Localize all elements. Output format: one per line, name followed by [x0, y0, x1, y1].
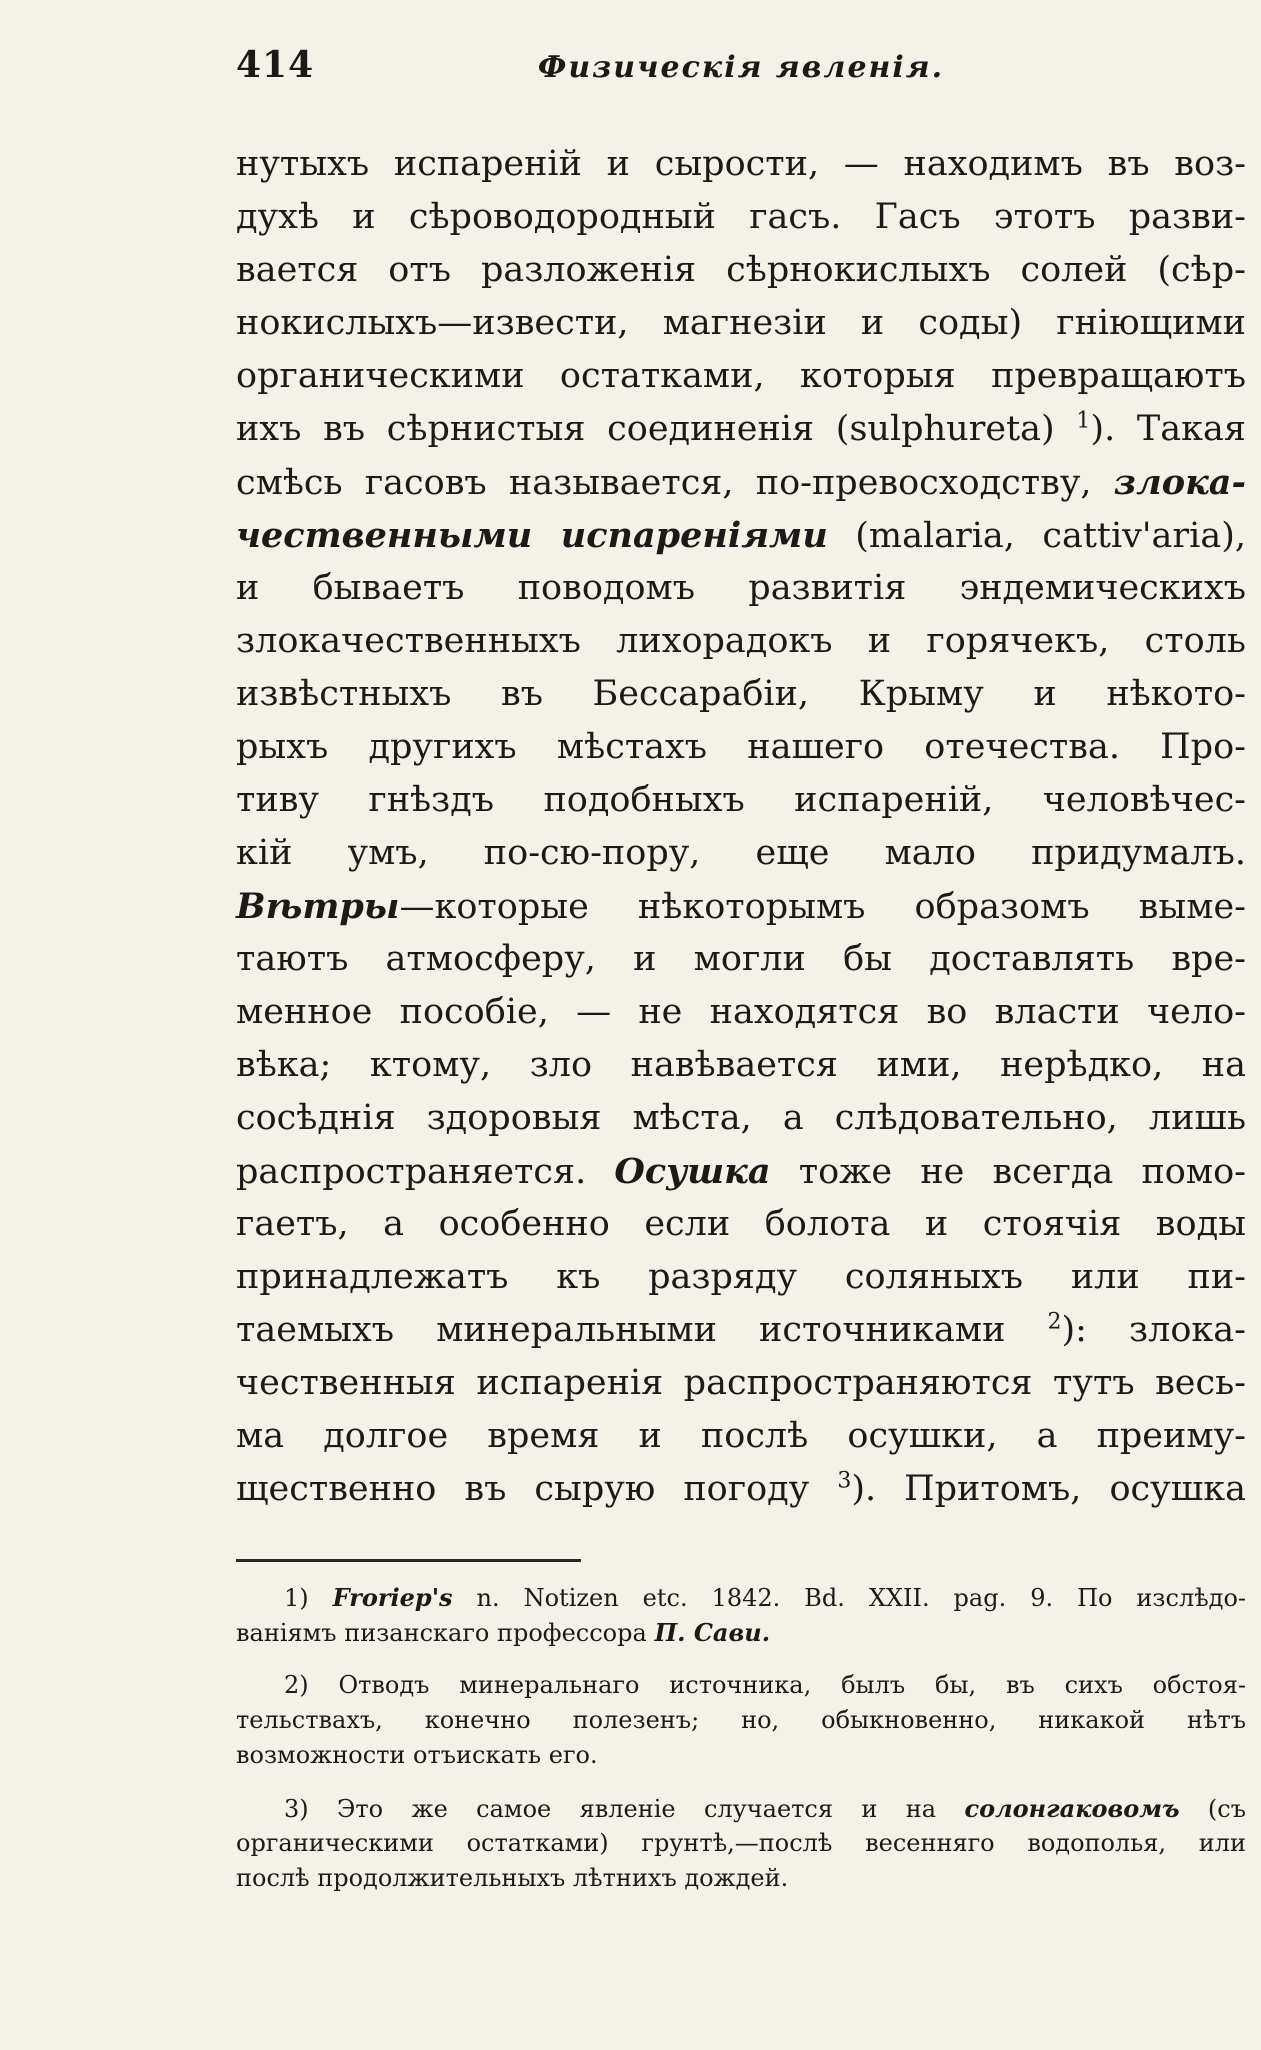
page-number: 414: [236, 44, 315, 86]
text-line: извѣстныхъ въ Бессарабіи, Крыму и нѣкото-: [236, 674, 1246, 714]
footnote-divider: [236, 1559, 581, 1562]
text-line: [236, 1463, 1246, 1516]
text-line: нутыхъ испареній и сырости, — находимъ въ воз-: [236, 144, 1246, 184]
text-fragment: (malaria, cattiv'aria),: [855, 516, 1246, 556]
text-line: принадлежатъ къ разряду соляныхъ или пи-: [236, 1257, 1246, 1297]
text-line: таютъ атмосферу, и могли бы доставлять вре-: [236, 939, 1246, 979]
text-line: органическими остатками, которыя превращаютъ: [236, 356, 1246, 396]
footnote-2-cont: возможности отъискать его.: [236, 1741, 598, 1769]
footnote-3-cont: послѣ продолжительныхъ лѣтнихъ дождей.: [236, 1864, 789, 1892]
footnote-ref-2: 2: [1047, 1309, 1062, 1335]
text-line: кій умъ, по-сю-пору, еще мало придумалъ.: [236, 833, 1246, 873]
text-fragment: 3) Это же самое явленіе случается и на: [284, 1795, 937, 1823]
italic-term: П. Сави.: [654, 1618, 771, 1647]
main-text: [236, 138, 1246, 1516]
text-line: гаетъ, а особенно если болота и стоячія воды: [236, 1204, 1246, 1244]
footnote-ref-1: 1: [1076, 408, 1091, 434]
footnote-1: [236, 1580, 1246, 1615]
text-line: рыхъ другихъ мѣстахъ нашего отечества. Про-: [236, 727, 1246, 767]
text-line: тиву гнѣздъ подобныхъ испареній, человѣчес-: [236, 780, 1246, 820]
footnote-ref-3: 3: [837, 1468, 852, 1494]
text-line: и бываетъ поводомъ развитія эндемическихъ: [236, 568, 1246, 608]
text-line: духѣ и сѣроводородный гасъ. Гасъ этотъ разви-: [236, 197, 1246, 237]
page-header: [236, 44, 1246, 104]
footnotes: [236, 1580, 1246, 1896]
footnote-3: [236, 1791, 1246, 1826]
text-line: [236, 456, 1246, 509]
text-fragment: ихъ въ сѣрнистыя соединенія (sulphureta): [236, 409, 1055, 449]
italic-term: солонгаковомъ: [964, 1794, 1180, 1823]
text-line: злокачественныхъ лихорадокъ и горячекъ, столь: [236, 621, 1246, 661]
text-line: [236, 1304, 1246, 1357]
text-fragment: ): злока-: [1061, 1310, 1246, 1350]
text-line: менное пособіе, — не находятся во власти чело-: [236, 992, 1246, 1032]
text-fragment: n. Notizen etc. 1842. Bd. XXII. pag. 9. По изслѣдо-: [476, 1584, 1246, 1612]
text-line: [236, 1145, 1246, 1198]
text-line: чественныя испаренія распространяются тутъ весь-: [236, 1363, 1246, 1403]
text-fragment: щественно въ сырую погоду: [236, 1469, 810, 1509]
italic-term: Осушка: [614, 1151, 771, 1192]
text-fragment: распространяется.: [236, 1152, 587, 1192]
text-line: вѣка; ктому, зло навѣвается ими, нерѣдко, на: [236, 1045, 1246, 1085]
text-line: [236, 403, 1246, 456]
text-fragment: —которые нѣкоторымъ образомъ выме-: [399, 887, 1246, 927]
footnote-2-cont: тельствахъ, конечно полезенъ; но, обыкновенно, никакой нѣтъ: [236, 1706, 1246, 1734]
italic-term: чественными испареніями: [236, 515, 828, 556]
text-fragment: смѣсь гасовъ называется, по-превосходству,: [236, 463, 1092, 503]
italic-term: Вѣтры: [236, 886, 400, 927]
text-fragment: ). Притомъ, осушка: [851, 1469, 1246, 1509]
text-fragment: таемыхъ минеральными источниками: [236, 1310, 1006, 1350]
text-line: вается отъ разложенія сѣрнокислыхъ солей (сѣр-: [236, 250, 1246, 290]
italic-term: Froriep's: [332, 1583, 453, 1612]
footnote-3-cont: органическими остатками) грунтѣ,—послѣ весенняго водополья, или: [236, 1829, 1246, 1857]
footnote-2: 2) Отводъ минеральнаго источника, былъ бы, въ сихъ обстоя-: [284, 1671, 1246, 1699]
text-fragment: ваніямъ пизанскаго профессора: [236, 1619, 647, 1647]
italic-term: злока-: [1113, 462, 1246, 503]
text-fragment: тоже не всегда помо-: [798, 1152, 1246, 1192]
running-title: Физическія явленія.: [537, 50, 945, 85]
text-line: нокислыхъ—извести, магнезіи и соды) гніющими: [236, 303, 1246, 343]
text-fragment: (съ: [1207, 1795, 1246, 1823]
footnote-1-cont: [236, 1615, 1246, 1650]
text-fragment: 1): [284, 1584, 333, 1612]
text-line: ма долгое время и послѣ осушки, а преиму-: [236, 1416, 1246, 1456]
text-line: [236, 509, 1246, 562]
text-line: [236, 880, 1246, 933]
text-line: сосѣднія здоровыя мѣста, а слѣдовательно, лишь: [236, 1098, 1246, 1138]
text-fragment: ). Такая: [1090, 409, 1246, 449]
